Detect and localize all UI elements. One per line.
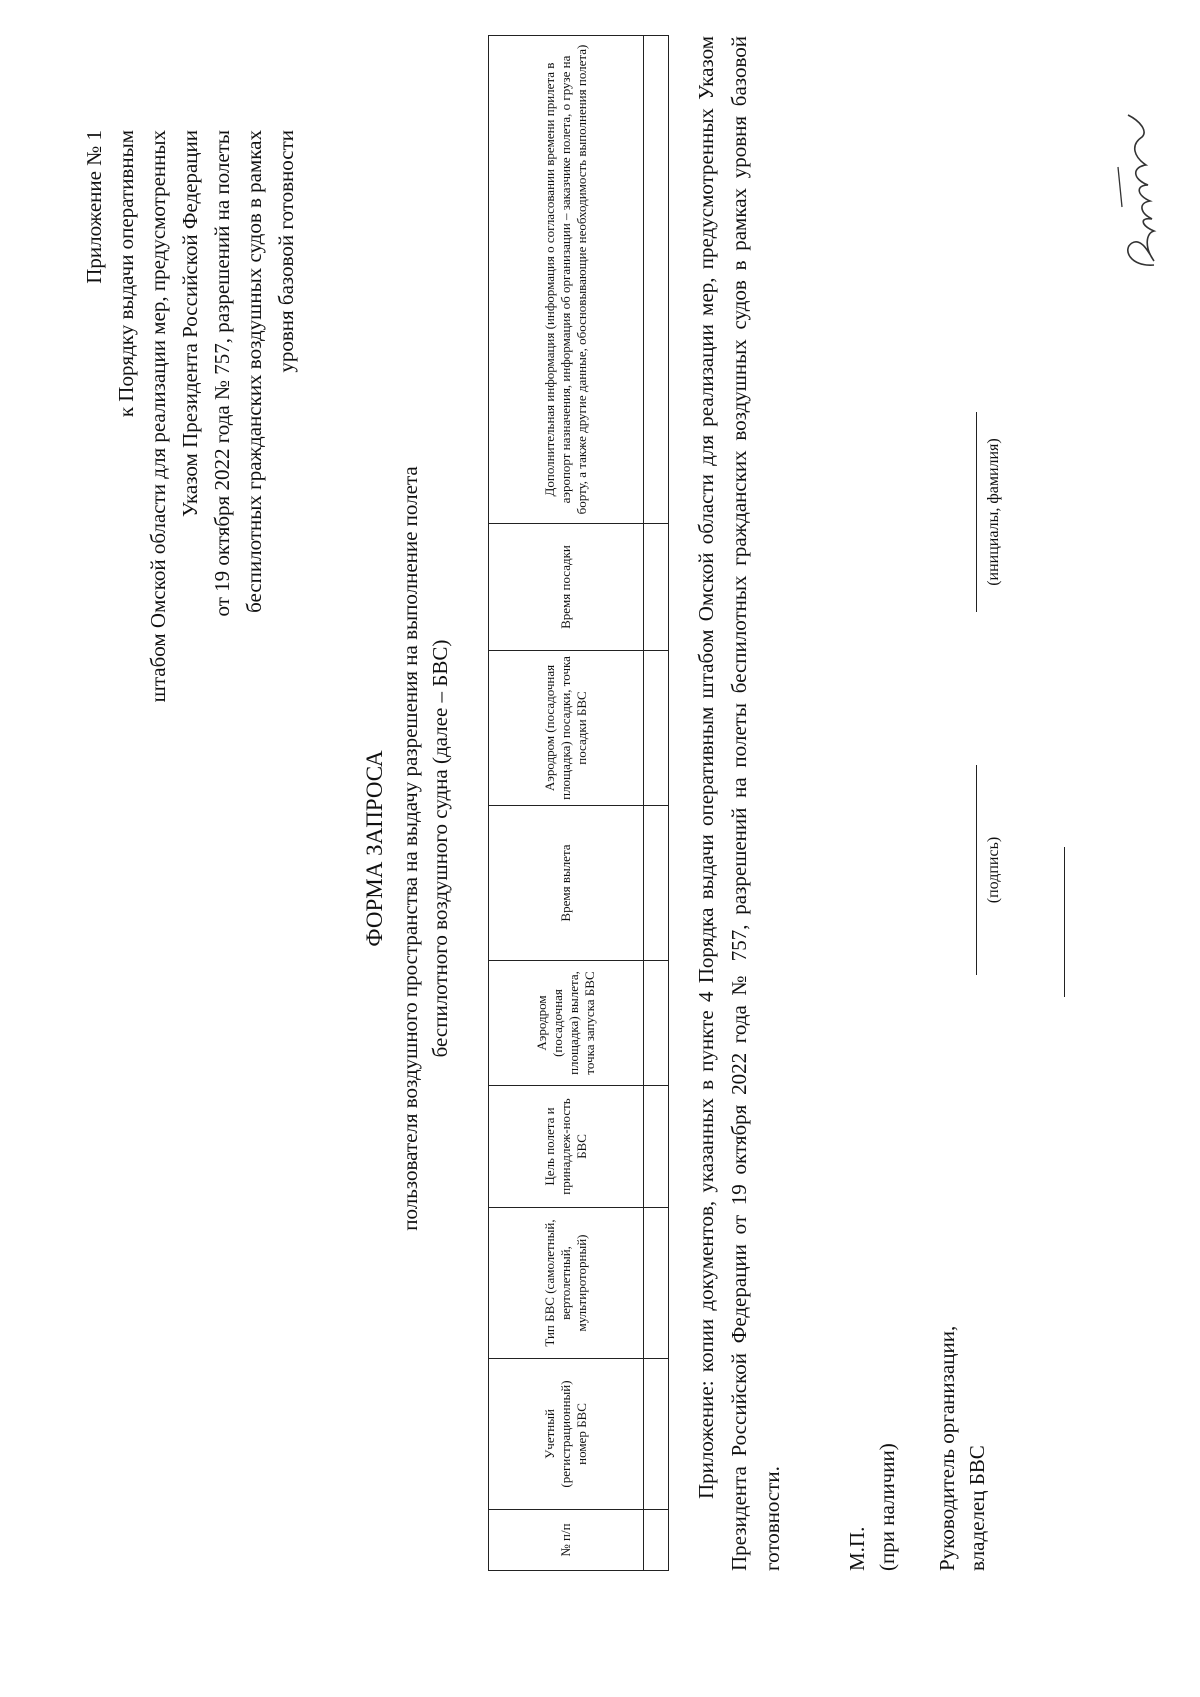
form-subtitle — [395, 0, 455, 1697]
col-landing-time-header: Время посадки — [489, 524, 644, 651]
name-line[interactable] — [976, 412, 977, 612]
appendix-header — [78, 130, 302, 702]
table-cell[interactable] — [644, 1208, 669, 1359]
table-cell[interactable] — [644, 1510, 669, 1571]
signature-caption: (подпись) — [985, 836, 1002, 904]
col-departure-time-header: Время вылета — [489, 806, 644, 961]
table-cell[interactable] — [644, 524, 669, 651]
table-cell[interactable] — [644, 36, 669, 524]
seal-note: (при наличии) — [875, 1443, 899, 1571]
header-line: беспилотных гражданских воздушных судов в рамках — [242, 130, 266, 613]
form-title: ФОРМА ЗАПРОСА — [362, 750, 387, 947]
attachment-text: Приложение: копии документов, указанных в пункте 4 Порядка выдачи оперативным штабом Омской области для реализации мер, предусмотренных Указом Президента Российской Федерации от 19 октября 2022 года № 757, разрешений на полеты беспилотных гражданских воздушных судов в рамках уровня базовой готовности. — [694, 36, 784, 1571]
table-cell[interactable] — [644, 1359, 669, 1510]
signer-title-2: владелец БВС — [965, 1445, 989, 1571]
table-cell[interactable] — [644, 1086, 669, 1208]
header-line: уровня базовой готовности — [274, 130, 298, 373]
col-additional-info-header: Дополнительная информация (информация о согласовании времени прилета в аэропорт назначения, информация об организации – заказчике полета, о грузе на борту, а также другие данные, обосновывающие необходимость выполнения полета) — [489, 36, 644, 524]
col-reg-number-header: Учетный (регистрационный) номер БВС — [489, 1359, 644, 1510]
signer-block — [932, 1326, 992, 1571]
table-cell[interactable] — [644, 651, 669, 806]
attachment-note — [690, 36, 789, 1571]
col-number-header: № п/п — [489, 1510, 644, 1571]
header-line: Приложение № 1 — [82, 130, 106, 284]
seal-label: М.П. — [845, 1526, 869, 1571]
col-type-header: Тип БВС (самолетный, вертолетный, мультироторный) — [489, 1208, 644, 1359]
name-caption: (инициалы, фамилия) — [985, 438, 1002, 586]
col-landing-aerodrome-header: Аэродром (посадочная площадка) посадки, точка посадки БВС — [489, 651, 644, 806]
table-header-row — [489, 36, 644, 1571]
table-cell[interactable] — [644, 806, 669, 961]
seal-block — [842, 1443, 902, 1571]
signature-line[interactable] — [976, 765, 977, 975]
header-line: от 19 октября 2022 года № 757, разрешений на полеты — [210, 130, 234, 617]
extra-line — [1064, 847, 1065, 997]
col-purpose-header: Цель полета и принадлеж-ность БВС — [489, 1086, 644, 1208]
table-row — [644, 36, 669, 1571]
table-cell[interactable] — [644, 961, 669, 1086]
handwritten-signature — [1110, 97, 1170, 277]
subtitle-line: беспилотного воздушного судна (далее – БВС) — [428, 639, 452, 1058]
signer-title: Руководитель организации, — [935, 1325, 959, 1571]
col-departure-aerodrome-header: Аэродром (посадочная площадка) вылета, точка запуска БВС — [489, 961, 644, 1086]
subtitle-line: пользователя воздушного пространства на выдачу разрешения на выполнение полета — [398, 466, 422, 1231]
header-line: Указом Президента Российской Федерации — [178, 130, 202, 517]
header-line: к Порядку выдачи оперативным — [114, 130, 138, 418]
request-table — [488, 35, 669, 1571]
header-line: штабом Омской области для реализации мер, предусмотренных — [146, 130, 170, 703]
